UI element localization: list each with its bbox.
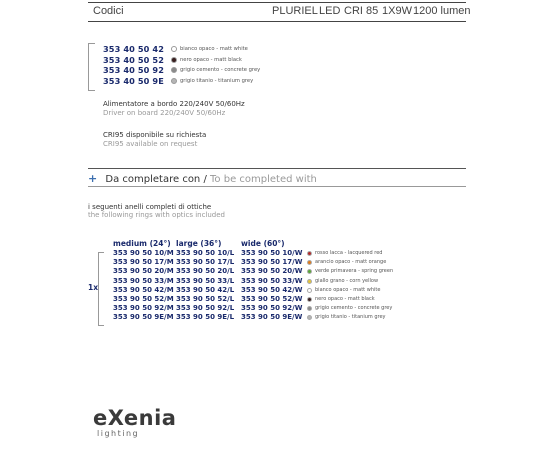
ring-code-medium: 353 90 50 52/M	[113, 295, 174, 303]
ring-code-large: 353 90 50 17/L	[176, 258, 235, 267]
driver-en: Driver on board 220/240V 50/60Hz	[103, 109, 226, 117]
code-number: 353 40 50 92	[103, 65, 165, 75]
ring-color-label: grigio titanio - titanium grey	[315, 314, 386, 321]
ring-code-medium: 353 90 50 17/M	[113, 258, 174, 267]
ring-code-wide: 353 90 50 92/W	[241, 304, 303, 313]
rings-intro-en: the following rings with optics included	[88, 211, 225, 219]
cri-value: CRI 85	[344, 5, 379, 17]
ring-code-medium: 353 90 50 33/M	[113, 276, 174, 285]
color-label: bianco opaco - matt white	[180, 46, 248, 52]
top-rule	[88, 2, 466, 3]
color-swatch	[171, 78, 177, 84]
complete-it: Da completare con	[105, 174, 201, 185]
code-number: 353 40 50 42	[103, 44, 165, 54]
ring-color-label: nero opaco - matt black	[315, 296, 375, 302]
ring-color-swatch	[307, 306, 312, 311]
ring-code-wide: 353 90 50 9E/W	[241, 313, 303, 322]
lumen-value: 1200 lumen	[413, 5, 471, 17]
ring-code-wide: 353 90 50 17/W	[241, 258, 303, 267]
code-row	[103, 44, 248, 54]
ring-code-wide: 353 90 50 42/W	[241, 285, 303, 294]
ring-code-large: 353 90 50 9E/L	[176, 313, 235, 322]
ring-color-label: bianco opaco - matt white	[315, 286, 381, 293]
color-swatch	[171, 46, 177, 52]
codes-bracket	[88, 43, 95, 91]
color-swatch	[171, 67, 177, 73]
code-row	[103, 65, 260, 75]
ring-code-large: 353 90 50 92/L	[176, 304, 235, 313]
ring-code-medium: 353 90 50 20/M	[113, 267, 174, 276]
exenia-logo	[93, 407, 176, 438]
section-rule-top	[88, 168, 466, 169]
quantity-label: 1x	[88, 283, 99, 292]
rings-bracket	[98, 252, 104, 326]
driver-it: Alimentatore a bordo 220/240V 50/60Hz	[103, 100, 245, 108]
complete-heading	[88, 172, 317, 185]
ring-code-large: 353 90 50 10/L	[176, 249, 235, 257]
code-row	[103, 76, 253, 86]
model-name: PLURIEL	[272, 5, 318, 17]
ring-color-swatch	[307, 251, 312, 256]
col-large: large (36°)	[176, 239, 222, 248]
rings-intro-it: i seguenti anelli completi di ottiche	[88, 203, 212, 211]
ring-color-label: giallo grano - corn yellow	[315, 277, 379, 284]
cri95-en: CRI95 available on request	[103, 140, 198, 148]
ring-color-label: arancio opaco - matt orange	[315, 259, 387, 266]
ring-color-swatch	[307, 315, 312, 320]
logo-wordmark: eXenia	[93, 406, 177, 430]
ring-code-wide: 353 90 50 10/W	[241, 249, 303, 257]
ring-code-large: 353 90 50 20/L	[176, 267, 235, 276]
ring-color-label: rosso lacca - lacquered red	[315, 250, 383, 256]
ring-code-large: 353 90 50 52/L	[176, 295, 235, 303]
complete-en: To be completed with	[210, 174, 317, 185]
section-rule-bottom	[88, 186, 466, 187]
col-wide: wide (60°)	[241, 239, 285, 248]
code-number: 353 40 50 9E	[103, 75, 164, 86]
ring-color-swatch	[307, 279, 312, 284]
code-row	[103, 55, 242, 65]
ring-code-wide: 353 90 50 33/W	[241, 276, 303, 285]
ring-code-medium: 353 90 50 42/M	[113, 285, 174, 294]
ring-code-wide: 353 90 50 20/W	[241, 267, 303, 276]
color-label: nero opaco - matt black	[180, 56, 242, 63]
ring-color-label: grigio cemento - concrete grey	[315, 305, 393, 312]
col-medium: medium (24°)	[113, 239, 171, 248]
color-label: grigio titanio - titanium grey	[180, 77, 254, 84]
code-number: 353 40 50 52	[103, 54, 165, 65]
ring-color-swatch	[307, 269, 312, 274]
ring-color-label: verde primavera - spring green	[315, 268, 394, 275]
codes-label: Codici	[93, 5, 124, 17]
plus-icon: +	[88, 172, 98, 185]
ring-code-medium: 353 90 50 9E/M	[113, 313, 174, 322]
header-rule	[88, 21, 466, 22]
logo-tagline: lighting	[97, 429, 140, 438]
ring-color-swatch	[307, 297, 312, 302]
light-source: LED	[319, 5, 341, 17]
ring-code-medium: 353 90 50 10/M	[113, 249, 174, 257]
ring-color-swatch	[307, 260, 312, 265]
ring-code-medium: 353 90 50 92/M	[113, 304, 174, 313]
ring-code-large: 353 90 50 33/L	[176, 276, 235, 285]
ring-code-large: 353 90 50 42/L	[176, 285, 235, 294]
complete-sep: /	[200, 174, 211, 185]
ring-color-swatch	[307, 288, 312, 293]
cri95-it: CRI95 disponibile su richiesta	[103, 131, 207, 139]
ring-code-wide: 353 90 50 52/W	[241, 295, 303, 303]
color-label: grigio cemento - concrete grey	[180, 67, 261, 73]
power-value: 1X9W	[382, 5, 412, 17]
color-swatch	[171, 57, 177, 63]
